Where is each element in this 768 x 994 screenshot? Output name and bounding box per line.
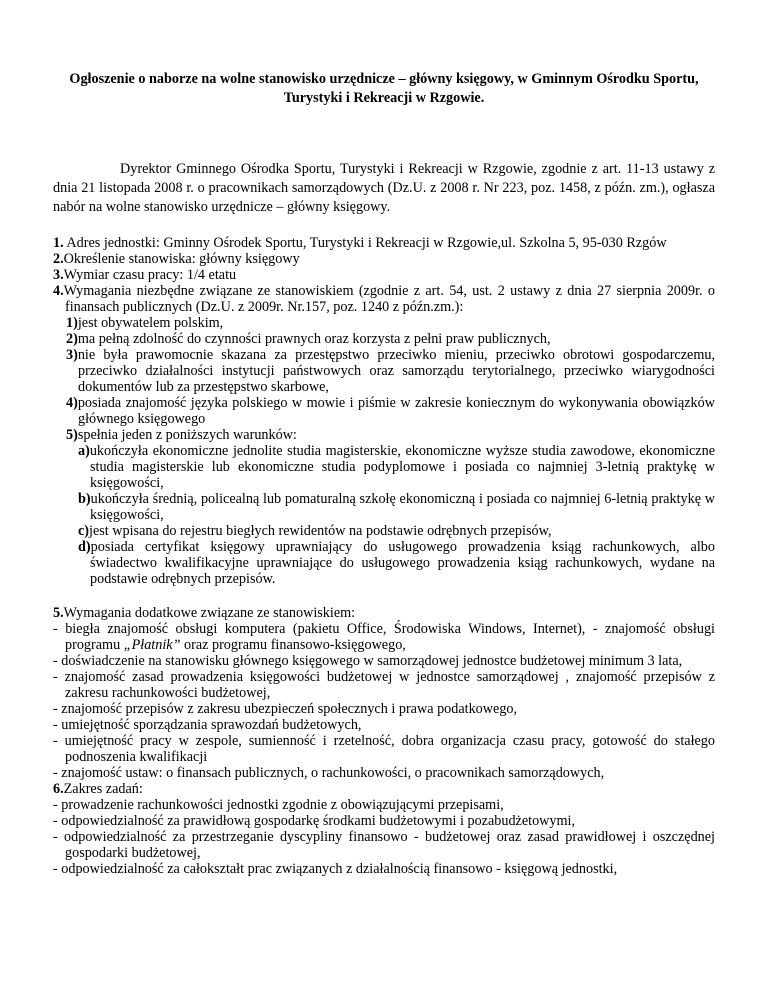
additional-requirement-item: - umiejętność sporządzania sprawozdań budżetowych, <box>53 717 362 733</box>
additional-requirement-item: - znajomość ustaw: o finansach publicznych, o rachunkowości, o pracownikach samorządowych, <box>53 765 605 781</box>
item-number: d) <box>78 539 91 555</box>
additional-requirement-item: - znajomość przepisów z zakresu ubezpieczeń społecznych i prawa podatkowego, <box>53 701 518 717</box>
document-title: Ogłoszenie o naborze na wolne stanowisko urzędnicze – główny księgowy, w Gminnym Ośrodku Sportu, Turystyki i Rekreacji w Rzgowie. <box>69 71 699 106</box>
item-text: spełnia jeden z poniższych warunków: <box>77 427 297 443</box>
section-number: 5. <box>53 605 64 621</box>
requirement-item <box>53 347 715 395</box>
task-item: - odpowiedzialność za całokształt prac związanych z działalnością finansowo - księgową jednostki, <box>53 861 618 877</box>
section-text: Adres jednostki: Gminny Ośrodek Sportu, Turystyki i Rekreacji w Rzgowie,ul. Szkolna 5, 95-030 Rzgów <box>63 235 667 251</box>
program-name: „Płatnik” <box>123 637 181 653</box>
section-number: 4. <box>53 283 64 299</box>
section-text: Wymagania dodatkowe związane ze stanowiskiem: <box>63 605 356 621</box>
task-item: - prowadzenie rachunkowości jednostki zgodnie z obowiązującymi przepisami, <box>53 797 504 813</box>
section-number: 1. <box>53 235 64 251</box>
section-3 <box>53 267 715 283</box>
item-number: c) <box>78 523 90 539</box>
requirement-item <box>53 395 715 427</box>
item-text: ukończyła ekonomiczne jednolite studia magisterskie, ekonomiczne wyższe studia zawodowe, ekonomiczne studia magisterskie lub ekonomiczne studia podyplomowe i posiada co najmniej 3-letnią praktykę w księgowości, <box>89 443 715 491</box>
item-text: ukończyła średnią, policealną lub pomaturalną szkołę ekonomiczną i posiada co najmniej 6-letnią praktykę w księgowości, <box>90 491 715 523</box>
section-text: Określenie stanowiska: główny księgowy <box>63 251 300 267</box>
item-number: 3) <box>66 347 78 363</box>
condition-item <box>53 491 715 523</box>
item-text: ma pełną zdolność do czynności prawnych oraz korzysta z pełni praw publicznych, <box>77 331 551 347</box>
item-text: posiada znajomość języka polskiego w mowie i piśmie w zakresie koniecznym do wykonywania obowiązków głównego księgowego <box>77 395 715 427</box>
item-text: nie była prawomocnie skazana za przestępstwo przeciwko mieniu, przeciwko obrotowi gospodarczemu, przeciwko działalności instytucji państwowych oraz samorządu terytorialnego, przeciwko wiarygodności dokumentów lub za przestępstwo skarbowe, <box>77 347 715 395</box>
item-text: - biegła znajomość obsługi komputera (pakietu Office, Środowiska Windows, Internet), - znajomość obsługi programu <box>53 621 715 653</box>
section-number: 6. <box>53 781 64 797</box>
section-5 <box>53 605 715 621</box>
intro-paragraph: Dyrektor Gminnego Ośrodka Sportu, Turystyki i Rekreacji w Rzgowie, zgodnie z art. 11-13 ustawy z dnia 21 listopada 2008 r. o pracownikach samorządowych (Dz.U. z 2008 r. Nr 223, poz. 1458, z późn. zm.), ogłasza nabór na wolne stanowisko urzędnicze – główny księgowy. <box>53 161 715 215</box>
section-4 <box>53 283 715 315</box>
item-number: 2) <box>66 331 78 347</box>
item-number: 1) <box>66 315 78 331</box>
section-number: 3. <box>53 267 64 283</box>
additional-requirement-item: - umiejętność pracy w zespole, sumienność i rzetelność, dobra organizacja czasu pracy, gotowość do stałego podnoszenia kwalifikacji <box>53 733 715 765</box>
item-text: posiada certyfikat księgowy uprawniający do usługowego prowadzenia ksiąg rachunkowych, albo świadectwo kwalifikacyjne uprawniające do usługowego prowadzenia ksiąg rachunkowych, wydane na podstawie odrębnych przepisów. <box>90 539 715 587</box>
additional-requirement-item: - doświadczenie na stanowisku głównego księgowego w samorządowej jednostce budżetowej minimum 3 lata, <box>53 653 683 669</box>
section-number: 2. <box>53 251 64 267</box>
section-text: Wymagania niezbędne związane ze stanowiskiem (zgodnie z art. 54, ust. 2 ustawy z dnia 27 sierpnia 2009r. o finansach publicznych (Dz.U. z 2009r. Nr.157, poz. 1240 z późn.zm.): <box>63 283 715 315</box>
requirement-item <box>53 315 715 331</box>
condition-item <box>53 443 715 491</box>
task-item: - odpowiedzialność za prawidłową gospodarkę środkami budżetowymi i pozabudżetowymi, <box>53 813 576 829</box>
section-text: Zakres zadań: <box>63 781 143 797</box>
item-number: 5) <box>66 427 78 443</box>
item-number: 4) <box>66 395 78 411</box>
requirement-item <box>53 427 715 443</box>
item-text: jest obywatelem polskim, <box>77 315 224 331</box>
section-text: Wymiar czasu pracy: 1/4 etatu <box>63 267 237 283</box>
section-1 <box>53 235 715 251</box>
section-6 <box>53 781 715 797</box>
additional-requirement-item: - znajomość zasad prowadzenia księgowości budżetowej w jednostce samorządowej , znajomość przepisów z zakresu rachunkowości budżetowej, <box>53 669 715 701</box>
condition-item <box>53 523 715 539</box>
section-2 <box>53 251 715 267</box>
task-item: - odpowiedzialność za przestrzeganie dyscypliny finansowo - budżetowej oraz zasad prawidłowej i oszczędnej gospodarki budżetowej, <box>53 829 715 861</box>
condition-item <box>53 539 715 587</box>
item-number: a) <box>78 443 90 459</box>
item-text: jest wpisana do rejestru biegłych rewidentów na podstawie odrębnych przepisów, <box>89 523 552 539</box>
item-number: b) <box>78 491 91 507</box>
item-text: oraz programu finansowo-księgowego, <box>180 637 406 653</box>
requirement-item <box>53 331 715 347</box>
additional-requirement-item <box>53 621 715 653</box>
